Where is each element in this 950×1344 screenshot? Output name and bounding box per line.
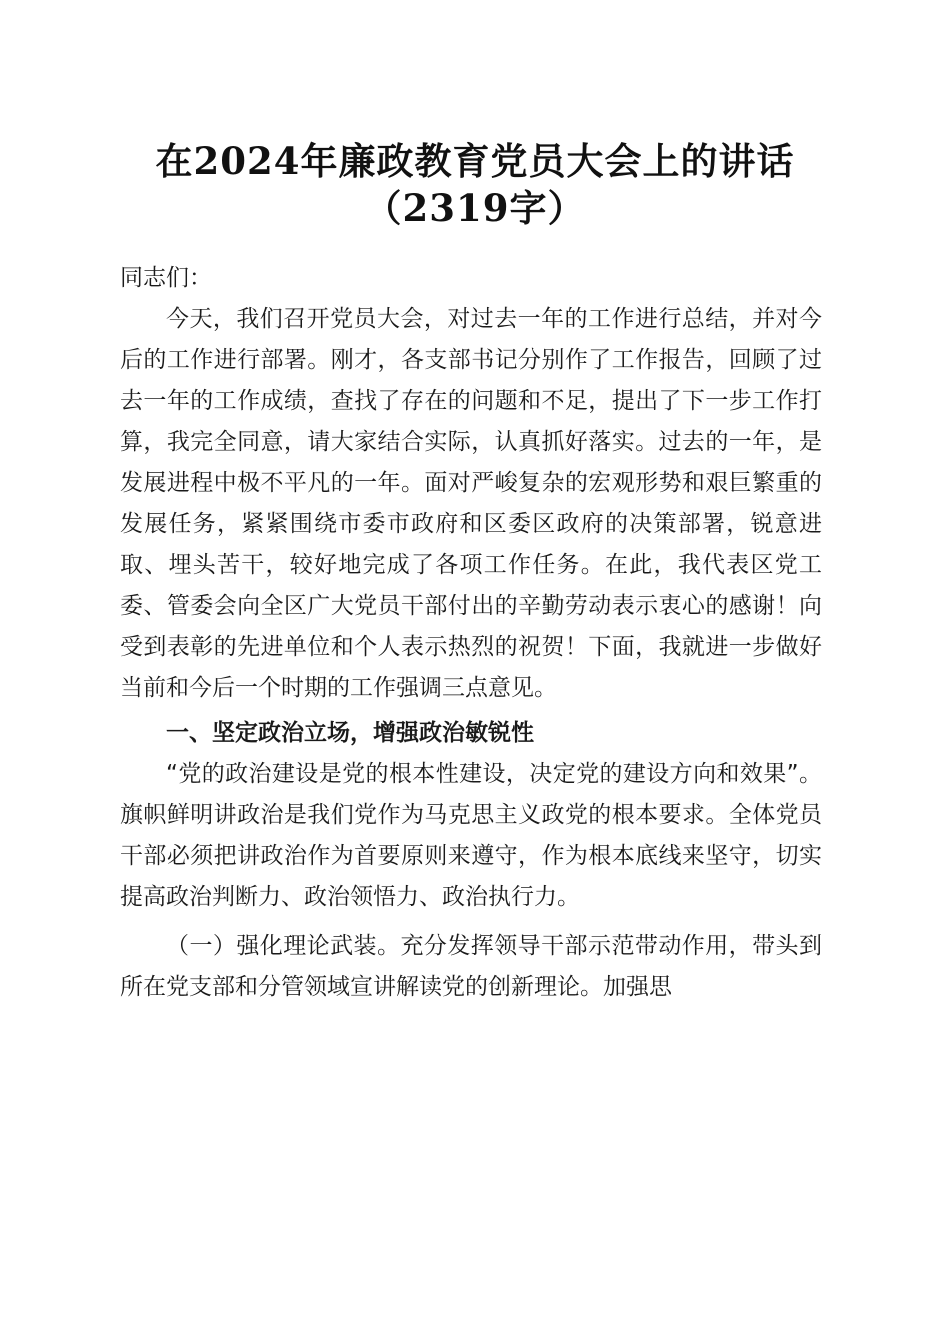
document-body (120, 258, 822, 1008)
subsection-paragraph: （一）强化理论武装。充分发挥领导干部示范带动作用，带头到所在党支部和分管领域宣讲解读党的创新理论。加强思 (120, 933, 822, 1000)
opening-paragraph: 今天，我们召开党员大会，对过去一年的工作进行总结，并对今后的工作进行部署。刚才，各支部书记分别作了工作报告，回顾了过去一年的工作成绩，查找了存在的问题和不足，提出了下一步工作打算，我完全同意，请大家结合实际，认真抓好落实。过去的一年，是发展进程中极不平凡的一年。面对严峻复杂的宏观形势和艰巨繁重的发展任务，紧紧围绕市委市政府和区委区政府的决策部署，锐意进取、埋头苦干，较好地完成了各项工作任务。在此，我代表区党工委、管委会向全区广大党员干部付出的辛勤劳动表示衷心的感谢！向受到表彰的先进单位和个人表示热烈的祝贺！下面，我就进一步做好当前和今后一个时期的工作强调三点意见。 (120, 306, 822, 701)
section-heading: 一、坚定政治立场，增强政治敏锐性 (166, 720, 534, 746)
section-paragraph: “党的政治建设是党的根本性建设，决定党的建设方向和效果”。旗帜鲜明讲政治是我们党作为马克思主义政党的根本要求。全体党员干部必须把讲政治作为首要原则来遵守，作为根本底线来坚守，切实提高政治判断力、政治领悟力、政治执行力。 (120, 761, 822, 910)
document-title: 在2024年廉政教育党员大会上的讲话（2319字） (155, 139, 795, 230)
salutation: 同志们： (120, 265, 212, 291)
